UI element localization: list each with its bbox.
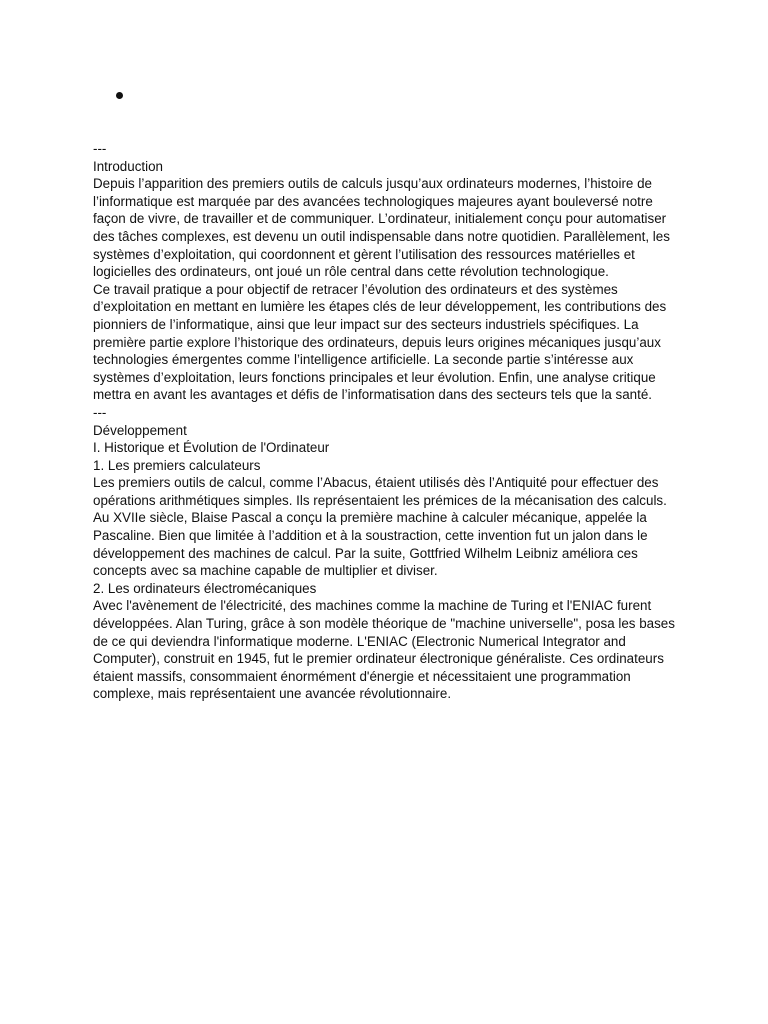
development-heading: Développement bbox=[93, 422, 187, 438]
introduction-paragraph: Ce travail pratique a pour objectif de retracer l’évolution des ordinateurs et des systèmes d’exploitation en mettant en lumière les étapes clés de leur développement, les contributions des pionniers de l’informatique, ainsi que leur impact sur des secteurs industriels spécifiques. La première partie explore l’historique des ordinateurs, depuis leurs origines mécaniques jusqu’aux technologies émergentes comme l’intelligence artificielle. La seconde partie s’intéresse aux systèmes d’exploitation, leurs fonctions principales et leur évolution. Enfin, une analyse critique mettra en avant les avantages et défis de l’informatisation dans des secteurs tels que la santé. bbox=[93, 281, 667, 403]
introduction-paragraph: Depuis l’apparition des premiers outils de calculs jusqu’aux ordinateurs modernes, l’histoire de l’informatique est marquée par des avancées technologiques majeures ayant bouleversé notre façon de vivre, de travailler et de communiquer. L’ordinateur, initialement conçu pour automatiser des tâches complexes, est devenu un outil indispensable dans notre quotidien. Parallèlement, les systèmes d’exploitation, qui coordonnent et gèrent l’utilisation des ressources matérielles et logicielles des ordinateurs, ont joué un rôle central dans cette révolution technologique. bbox=[93, 176, 670, 280]
separator: --- bbox=[93, 404, 107, 420]
part-title: I. Historique et Évolution de l'Ordinateur bbox=[93, 440, 330, 456]
section-title: 1. Les premiers calculateurs bbox=[93, 457, 261, 473]
bullet-point bbox=[116, 92, 123, 99]
section-title: 2. Les ordinateurs électromécaniques bbox=[93, 580, 317, 596]
separator: --- bbox=[93, 141, 107, 156]
section-body: Avec l'avènement de l'électricité, des machines comme la machine de Turing et l'ENIAC furent développées. Alan Turing, grâce à son modèle théorique de "machine universelle", posa les bases de ce qui deviendra l'informatique moderne. L'ENIAC (Electronic Numerical Integrator and Computer), construit en 1945, fut le premier ordinateur électronique généraliste. Ces ordinateurs étaient massifs, consommaient énormément d'énergie et nécessitaient une programmation complexe, mais représentaient une avancée révolutionnaire. bbox=[93, 598, 675, 702]
section-body: Les premiers outils de calcul, comme l’Abacus, étaient utilisés dès l’Antiquité pour effectuer des opérations arithmétiques simples. Ils représentaient les prémices de la mécanisation des calculs. Au XVIIe siècle, Blaise Pascal a conçu la première machine à calculer mécanique, appelée la Pascaline. Bien que limitée à l’addition et à la soustraction, cette invention fut un jalon dans le développement des machines de calcul. Par la suite, Gottfried Wilhelm Leibniz améliora ces concepts avec sa machine capable de multiplier et diviser. bbox=[93, 475, 667, 579]
document-body bbox=[93, 140, 678, 703]
introduction-heading: Introduction bbox=[93, 158, 163, 174]
